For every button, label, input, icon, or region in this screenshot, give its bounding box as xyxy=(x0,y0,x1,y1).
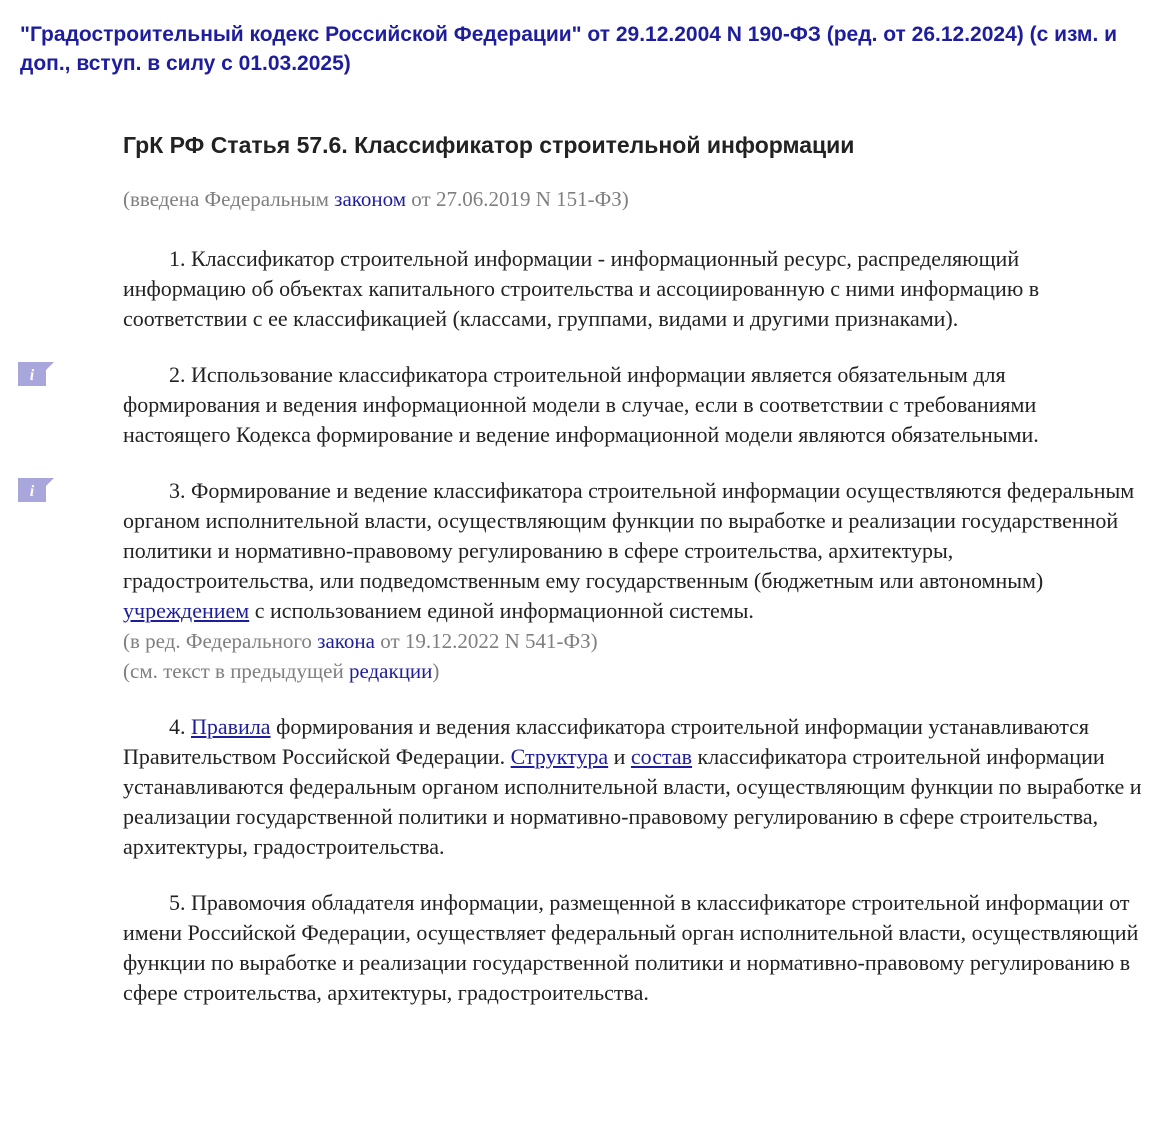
intro-note-before: (введена Федеральным xyxy=(123,187,335,211)
paragraph-4-text-3: классификатора строительной информации устанавливаются федеральным органом исполнительной власти, осуществляющим функции по выработке и реализации государственной политики и нормативно-правовому регулированию в сфере строительства, архитектуры, градостроительства. xyxy=(123,744,1142,859)
paragraph-4-text-1: формирования и ведения классификатора строительной информации устанавливаются Правительством Российской Федерации. xyxy=(123,714,1089,769)
paragraph-5-text: 5. Правомочия обладателя информации, размещенной в классификаторе строительной информации от имени Российской Федерации, осуществляет федеральный орган исполнительной власти, осуществляющий функции по выработке и реализации государственной политики и нормативно-правовому регулированию в сфере строительства, архитектуры, градостроительства. xyxy=(123,890,1139,1005)
amendment-note-after: от 19.12.2022 N 541-ФЗ) xyxy=(374,629,598,653)
paragraph-1-text: 1. Классификатор строительной информации - информационный ресурс, распределяющий информацию об объектах капитального строительства и ассоциированную с ними информацию в соответствии с ее классификацией (классами, группами, видами и другими признаками). xyxy=(123,246,1040,331)
paragraph-3-text-before: 3. Формирование и ведение классификатора строительной информации осуществляются федеральным органом исполнительной власти, осуществляющим функции по выработке и реализации государственной политики и нормативно-правовому регулированию в сфере строительства, архитектуры, градостроительства, или подведомственным ему государственным (бюджетным или автономным) xyxy=(123,478,1135,593)
document-title[interactable] xyxy=(20,20,1150,78)
intro-note-law-link[interactable]: законом xyxy=(334,187,407,211)
previous-edition-note-after: ) xyxy=(432,659,440,683)
info-icon-glyph: i xyxy=(29,367,35,384)
previous-edition-link[interactable]: редакции xyxy=(348,659,433,683)
paragraph-3-notes xyxy=(123,626,1143,686)
article-heading: ГрК РФ Статья 57.6. Классификатор строительной информации xyxy=(123,132,855,158)
paragraph-2 xyxy=(29,360,1143,450)
paragraph-4 xyxy=(123,712,1143,862)
paragraph-2-text: 2. Использование классификатора строительной информации является обязательным для формирования и ведения информационной модели в случае, если в соответствии с требованиями настоящего Кодекса формирование и ведение информационной модели являются обязательными. xyxy=(123,362,1039,447)
paragraph-3 xyxy=(29,476,1143,626)
intro-note xyxy=(123,184,1143,214)
paragraph-5 xyxy=(123,888,1143,1008)
previous-edition-note-before: (см. текст в предыдущей xyxy=(123,659,349,683)
info-icon[interactable] xyxy=(18,478,54,502)
intro-note-after: от 27.06.2019 N 151-ФЗ) xyxy=(406,187,629,211)
pravila-link[interactable]: Правила xyxy=(191,714,271,739)
paragraph-4-text-2: и xyxy=(608,744,631,769)
previous-edition-note xyxy=(123,656,1143,686)
uchrezhdeniem-link[interactable]: учреждением xyxy=(123,598,250,623)
struktura-link[interactable]: Структура xyxy=(510,744,609,769)
amendment-note xyxy=(123,626,1143,656)
amendment-law-link[interactable]: закона xyxy=(317,629,375,653)
amendment-note-before: (в ред. Федерального xyxy=(123,629,318,653)
sostav-link[interactable]: состав xyxy=(630,744,693,769)
article-content xyxy=(29,128,1143,1008)
info-icon-glyph: i xyxy=(29,483,35,500)
info-icon[interactable] xyxy=(18,362,54,386)
paragraph-3-text-after: с использованием единой информационной системы. xyxy=(249,598,754,623)
paragraph-1 xyxy=(123,244,1143,334)
document-title-link[interactable]: "Градостроительный кодекс Российской Федерации" от 29.12.2004 N 190-ФЗ (ред. от 26.12.2024) (с изм. и доп., вступ. в силу с 01.03.2025) xyxy=(20,23,1118,75)
paragraph-4-num: 4. xyxy=(169,714,191,739)
